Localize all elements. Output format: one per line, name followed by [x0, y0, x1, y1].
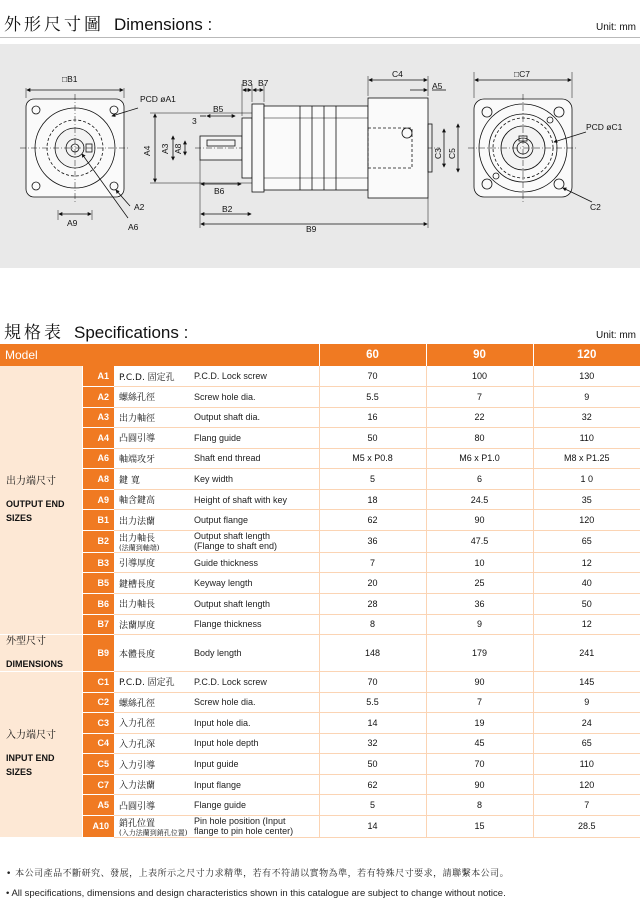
- row-name-en-text: Screw hole dia.: [194, 391, 256, 402]
- table-row: [0, 774, 640, 795]
- value-cell: 24.5: [426, 489, 533, 510]
- row-name-en: [190, 672, 319, 693]
- row-name-en-text: Input guide: [194, 759, 239, 770]
- label-c2: C2: [590, 202, 601, 212]
- row-code: C3: [82, 713, 114, 734]
- row-name-en-text: Input hole depth: [194, 738, 259, 749]
- table-row: [0, 387, 640, 408]
- group-label: [0, 366, 82, 635]
- value-cell: 28: [319, 593, 426, 614]
- row-code: A9: [82, 489, 114, 510]
- value-cell: 62: [319, 774, 426, 795]
- value-cell: M8 x P1.25: [533, 448, 640, 469]
- value-cell: 65: [533, 530, 640, 552]
- row-name-en-text: Guide thickness: [194, 557, 259, 568]
- value-cell: 50: [533, 593, 640, 614]
- row-name-zh: [114, 573, 190, 594]
- table-row: [0, 428, 640, 449]
- value-cell: 36: [426, 593, 533, 614]
- row-name-zh-text: 本體長度: [119, 649, 156, 660]
- label-b3: B3: [242, 78, 253, 88]
- row-name-en-text: Pin hole position (Input: [194, 816, 286, 827]
- row-name-en: [190, 469, 319, 490]
- row-name-zh: [114, 552, 190, 573]
- value-cell: 70: [319, 366, 426, 387]
- label-b1: □B1: [62, 74, 78, 84]
- table-row: [0, 713, 640, 734]
- row-name-zh: [114, 815, 190, 837]
- value-cell: 9: [533, 692, 640, 713]
- gearbox-body: [264, 106, 368, 190]
- header-model: Model: [0, 344, 319, 366]
- value-cell: 130: [533, 366, 640, 387]
- value-cell: 18: [319, 489, 426, 510]
- value-cell: 5.5: [319, 692, 426, 713]
- row-name-zh-text: 軸含鍵高: [119, 496, 156, 507]
- table-row: [0, 448, 640, 469]
- dimensions-title-zh: 外形尺寸圖: [4, 15, 104, 35]
- table-row: [0, 469, 640, 490]
- row-code: C4: [82, 733, 114, 754]
- value-cell: 70: [426, 754, 533, 775]
- group-label: [0, 672, 82, 838]
- row-name-en: [190, 387, 319, 408]
- value-cell: M6 x P1.0: [426, 448, 533, 469]
- row-name-zh-text: 軸端攻牙: [119, 454, 156, 465]
- value-cell: 36: [319, 530, 426, 552]
- row-name-en-text: Height of shaft with key: [194, 494, 288, 505]
- value-cell: 12: [533, 552, 640, 573]
- label-b6: B6: [214, 186, 225, 196]
- header-size-60: 60: [319, 344, 426, 366]
- value-cell: 5: [319, 469, 426, 490]
- row-name-zh: [114, 366, 190, 387]
- label-b7: B7: [258, 78, 269, 88]
- label-pcd-c1: PCD øC1: [586, 122, 623, 132]
- row-name-en: [190, 552, 319, 573]
- value-cell: 70: [319, 672, 426, 693]
- row-name-zh-text: 引導厚度: [119, 559, 156, 570]
- value-cell: 120: [533, 774, 640, 795]
- output-flange-side: [252, 104, 264, 192]
- label-a9: A9: [67, 218, 78, 228]
- value-cell: 9: [426, 614, 533, 635]
- row-name-zh-text: 出力軸長: [119, 533, 156, 544]
- value-cell: 14: [319, 713, 426, 734]
- label-pcd-a1: PCD øA1: [140, 94, 176, 104]
- table-row: [0, 407, 640, 428]
- value-cell: 45: [426, 733, 533, 754]
- row-name-zh-text: 鍵槽長度: [119, 579, 156, 590]
- row-name-en: [190, 366, 319, 387]
- dimension-drawing: [0, 44, 640, 268]
- value-cell: 7: [319, 552, 426, 573]
- row-name-en-text: Output flange: [194, 515, 249, 526]
- dimensions-title: [4, 10, 212, 35]
- label-a8: A8: [173, 143, 183, 154]
- row-name-en: [190, 573, 319, 594]
- row-name-en-text: Shaft end thread: [194, 453, 261, 464]
- row-name-en-text: Flang guide: [194, 432, 242, 443]
- table-row: [0, 593, 640, 614]
- row-name-en-text: Key width: [194, 474, 234, 484]
- value-cell: 8: [319, 614, 426, 635]
- table-row: [0, 552, 640, 573]
- row-name-zh: [114, 407, 190, 428]
- row-name-zh: [114, 795, 190, 816]
- row-name-en-text: Output shaft length: [194, 598, 271, 609]
- group-label-zh: 外型尺寸: [6, 636, 46, 648]
- row-name-zh: [114, 672, 190, 693]
- row-name-en-text: Output shaft dia.: [194, 412, 261, 423]
- value-cell: 10: [426, 552, 533, 573]
- value-cell: 9: [533, 387, 640, 408]
- row-code: C2: [82, 692, 114, 713]
- value-cell: 50: [319, 428, 426, 449]
- label-three: 3: [192, 116, 197, 126]
- specifications-title: [4, 318, 188, 343]
- value-cell: 241: [533, 635, 640, 672]
- row-name-zh: [114, 614, 190, 635]
- row-name-zh: [114, 489, 190, 510]
- row-name-en: [190, 614, 319, 635]
- row-name-zh-text: 凸圓引導: [119, 801, 156, 812]
- value-cell: 20: [319, 573, 426, 594]
- row-name-zh-text: 鍵 寬: [119, 475, 140, 486]
- input-housing: [368, 98, 428, 198]
- row-code: B7: [82, 614, 114, 635]
- specifications-title-zh: 規格表: [4, 323, 64, 343]
- value-cell: 90: [426, 774, 533, 795]
- value-cell: 22: [426, 407, 533, 428]
- row-code: A6: [82, 448, 114, 469]
- label-a6: A6: [128, 222, 139, 232]
- row-name-en: [190, 774, 319, 795]
- row-code: B6: [82, 593, 114, 614]
- group-label-en: DIMENSIONS: [6, 659, 64, 670]
- row-name-en-text: Flange guide: [194, 800, 247, 811]
- label-a4: A4: [142, 145, 152, 156]
- row-name-zh: [114, 387, 190, 408]
- row-name-en: [190, 795, 319, 816]
- value-cell: 35: [533, 489, 640, 510]
- row-code: A4: [82, 428, 114, 449]
- value-cell: 16: [319, 407, 426, 428]
- label-b5: B5: [213, 104, 224, 114]
- row-name-en-text: Screw hole dia.: [194, 697, 256, 708]
- row-name-zh: [114, 692, 190, 713]
- row-name-en-sub: flange to pin hole center): [194, 826, 294, 837]
- group-label-zh: 出力端尺寸: [6, 476, 56, 488]
- row-name-en: [190, 754, 319, 775]
- drawing-svg: [0, 44, 640, 268]
- table-row: [0, 530, 640, 552]
- dimensions-title-en: Dimensions :: [114, 15, 213, 34]
- row-name-zh: [114, 635, 190, 672]
- row-code: C7: [82, 774, 114, 795]
- row-code: A2: [82, 387, 114, 408]
- dimensions-header: [0, 4, 640, 40]
- row-code: C1: [82, 672, 114, 693]
- row-name-zh: [114, 713, 190, 734]
- row-name-zh-text: 入力孔深: [119, 739, 156, 750]
- row-name-en-text: Body length: [194, 648, 242, 659]
- row-name-en: [190, 713, 319, 734]
- row-name-en-text: Input hole dia.: [194, 717, 251, 728]
- spec-table: [0, 344, 640, 838]
- label-a2: A2: [134, 202, 145, 212]
- value-cell: 90: [426, 510, 533, 531]
- table-row: [0, 815, 640, 837]
- table-body: [0, 366, 640, 837]
- label-c3: C3: [433, 148, 443, 159]
- label-c4: C4: [392, 69, 403, 79]
- table-row: [0, 614, 640, 635]
- value-cell: 15: [426, 815, 533, 837]
- row-name-zh: [114, 448, 190, 469]
- row-name-en: [190, 815, 319, 837]
- value-cell: 32: [319, 733, 426, 754]
- row-code: A3: [82, 407, 114, 428]
- row-name-zh: [114, 510, 190, 531]
- note-en: • All specifications, dimensions and design characteristics shown in this catalogue are subject to change without notice.: [6, 888, 506, 899]
- label-b2: B2: [222, 204, 233, 214]
- value-cell: 62: [319, 510, 426, 531]
- value-cell: 25: [426, 573, 533, 594]
- row-name-en-text: Flange thickness: [194, 619, 262, 630]
- value-cell: 7: [533, 795, 640, 816]
- row-name-zh-text: P.C.D. 固定孔: [119, 372, 175, 383]
- specifications-title-en: Specifications :: [74, 323, 189, 342]
- row-name-zh-sub: (入力法蘭到銷孔位置): [119, 828, 188, 837]
- label-a5: A5: [432, 81, 443, 91]
- value-cell: 148: [319, 635, 426, 672]
- table-row: [0, 795, 640, 816]
- table-row: [0, 672, 640, 693]
- row-name-en-sub: (Flange to shaft end): [194, 541, 278, 552]
- table-row: [0, 692, 640, 713]
- row-code: B9: [82, 635, 114, 672]
- row-code: B1: [82, 510, 114, 531]
- row-name-zh-text: 法蘭厚度: [119, 620, 156, 631]
- row-code: B3: [82, 552, 114, 573]
- row-code: A5: [82, 795, 114, 816]
- row-name-en: [190, 448, 319, 469]
- row-name-zh: [114, 774, 190, 795]
- row-name-en: [190, 733, 319, 754]
- value-cell: 120: [533, 510, 640, 531]
- row-name-en: [190, 510, 319, 531]
- row-name-zh: [114, 593, 190, 614]
- row-name-zh-text: 入力引導: [119, 760, 156, 771]
- row-name-en-text: Input flange: [194, 779, 242, 790]
- table-row: [0, 366, 640, 387]
- value-cell: 5.5: [319, 387, 426, 408]
- row-name-zh-text: 入力法蘭: [119, 781, 156, 792]
- value-cell: 14: [319, 815, 426, 837]
- row-code: C5: [82, 754, 114, 775]
- row-name-zh-text: P.C.D. 固定孔: [119, 678, 175, 689]
- header-size-90: 90: [426, 344, 533, 366]
- row-code: B2: [82, 530, 114, 552]
- label-a3: A3: [160, 143, 170, 154]
- dimensions-unit: Unit: mm: [596, 22, 636, 33]
- row-name-zh: [114, 428, 190, 449]
- row-name-zh: [114, 754, 190, 775]
- row-name-en-text: Keyway length: [194, 578, 253, 589]
- table-row: [0, 635, 640, 672]
- row-name-en-text: Output shaft length: [194, 531, 271, 542]
- row-code: A1: [82, 366, 114, 387]
- row-name-zh-text: 入力孔徑: [119, 719, 156, 730]
- row-name-en: [190, 593, 319, 614]
- row-name-zh: [114, 469, 190, 490]
- value-cell: 110: [533, 428, 640, 449]
- table-row: [0, 489, 640, 510]
- header-size-120: 120: [533, 344, 640, 366]
- label-c7: □C7: [514, 69, 530, 79]
- footnotes: [6, 864, 509, 904]
- value-cell: 6: [426, 469, 533, 490]
- row-name-zh-text: 出力法蘭: [119, 516, 156, 527]
- row-name-en: [190, 635, 319, 672]
- row-name-en: [190, 530, 319, 552]
- row-name-en: [190, 407, 319, 428]
- value-cell: 50: [319, 754, 426, 775]
- row-name-zh-text: 出力軸長: [119, 600, 156, 611]
- row-name-zh: [114, 530, 190, 552]
- group-label: [0, 635, 82, 672]
- group-label-zh: 入力端尺寸: [6, 730, 56, 742]
- value-cell: M5 x P0.8: [319, 448, 426, 469]
- table-header-row: [0, 344, 640, 366]
- row-name-zh-text: 銷孔位置: [119, 818, 156, 829]
- row-name-zh-text: 凸圓引導: [119, 434, 156, 445]
- row-name-en: [190, 692, 319, 713]
- value-cell: 100: [426, 366, 533, 387]
- value-cell: 24: [533, 713, 640, 734]
- group-label-en: INPUT END SIZES: [6, 753, 55, 778]
- row-name-zh-text: 出力軸徑: [119, 413, 156, 424]
- value-cell: 1 0: [533, 469, 640, 490]
- table-row: [0, 573, 640, 594]
- value-cell: 145: [533, 672, 640, 693]
- value-cell: 40: [533, 573, 640, 594]
- value-cell: 19: [426, 713, 533, 734]
- value-cell: 28.5: [533, 815, 640, 837]
- row-name-en-text: P.C.D. Lock screw: [194, 371, 267, 382]
- value-cell: 47.5: [426, 530, 533, 552]
- label-b9: B9: [306, 224, 317, 234]
- row-name-zh-text: 螺絲孔徑: [119, 698, 156, 709]
- table-row: [0, 754, 640, 775]
- row-name-en: [190, 489, 319, 510]
- divider: [0, 37, 640, 38]
- value-cell: 110: [533, 754, 640, 775]
- note-zh: • 本公司產品不斷研究、發展，上表所示之尺寸力求精準，若有不符請以實物為準，若有特殊尺寸要求，請聯繫本公司。: [6, 869, 510, 879]
- specifications-header: [0, 312, 640, 348]
- value-cell: 8: [426, 795, 533, 816]
- value-cell: 32: [533, 407, 640, 428]
- specifications-unit: Unit: mm: [596, 330, 636, 341]
- value-cell: 7: [426, 692, 533, 713]
- value-cell: 7: [426, 387, 533, 408]
- row-name-zh-text: 螺絲孔徑: [119, 393, 156, 404]
- label-c5: C5: [447, 148, 457, 159]
- row-name-en-text: P.C.D. Lock screw: [194, 676, 267, 687]
- table-row: [0, 733, 640, 754]
- group-label-en: OUTPUT END SIZES: [6, 499, 65, 524]
- value-cell: 12: [533, 614, 640, 635]
- row-code: B5: [82, 573, 114, 594]
- row-name-zh: [114, 733, 190, 754]
- value-cell: 179: [426, 635, 533, 672]
- value-cell: 5: [319, 795, 426, 816]
- row-code: A8: [82, 469, 114, 490]
- table-row: [0, 510, 640, 531]
- row-name-zh-sub: (法蘭到軸端): [119, 543, 160, 552]
- row-code: A10: [82, 815, 114, 837]
- value-cell: 90: [426, 672, 533, 693]
- row-name-en: [190, 428, 319, 449]
- value-cell: 80: [426, 428, 533, 449]
- value-cell: 65: [533, 733, 640, 754]
